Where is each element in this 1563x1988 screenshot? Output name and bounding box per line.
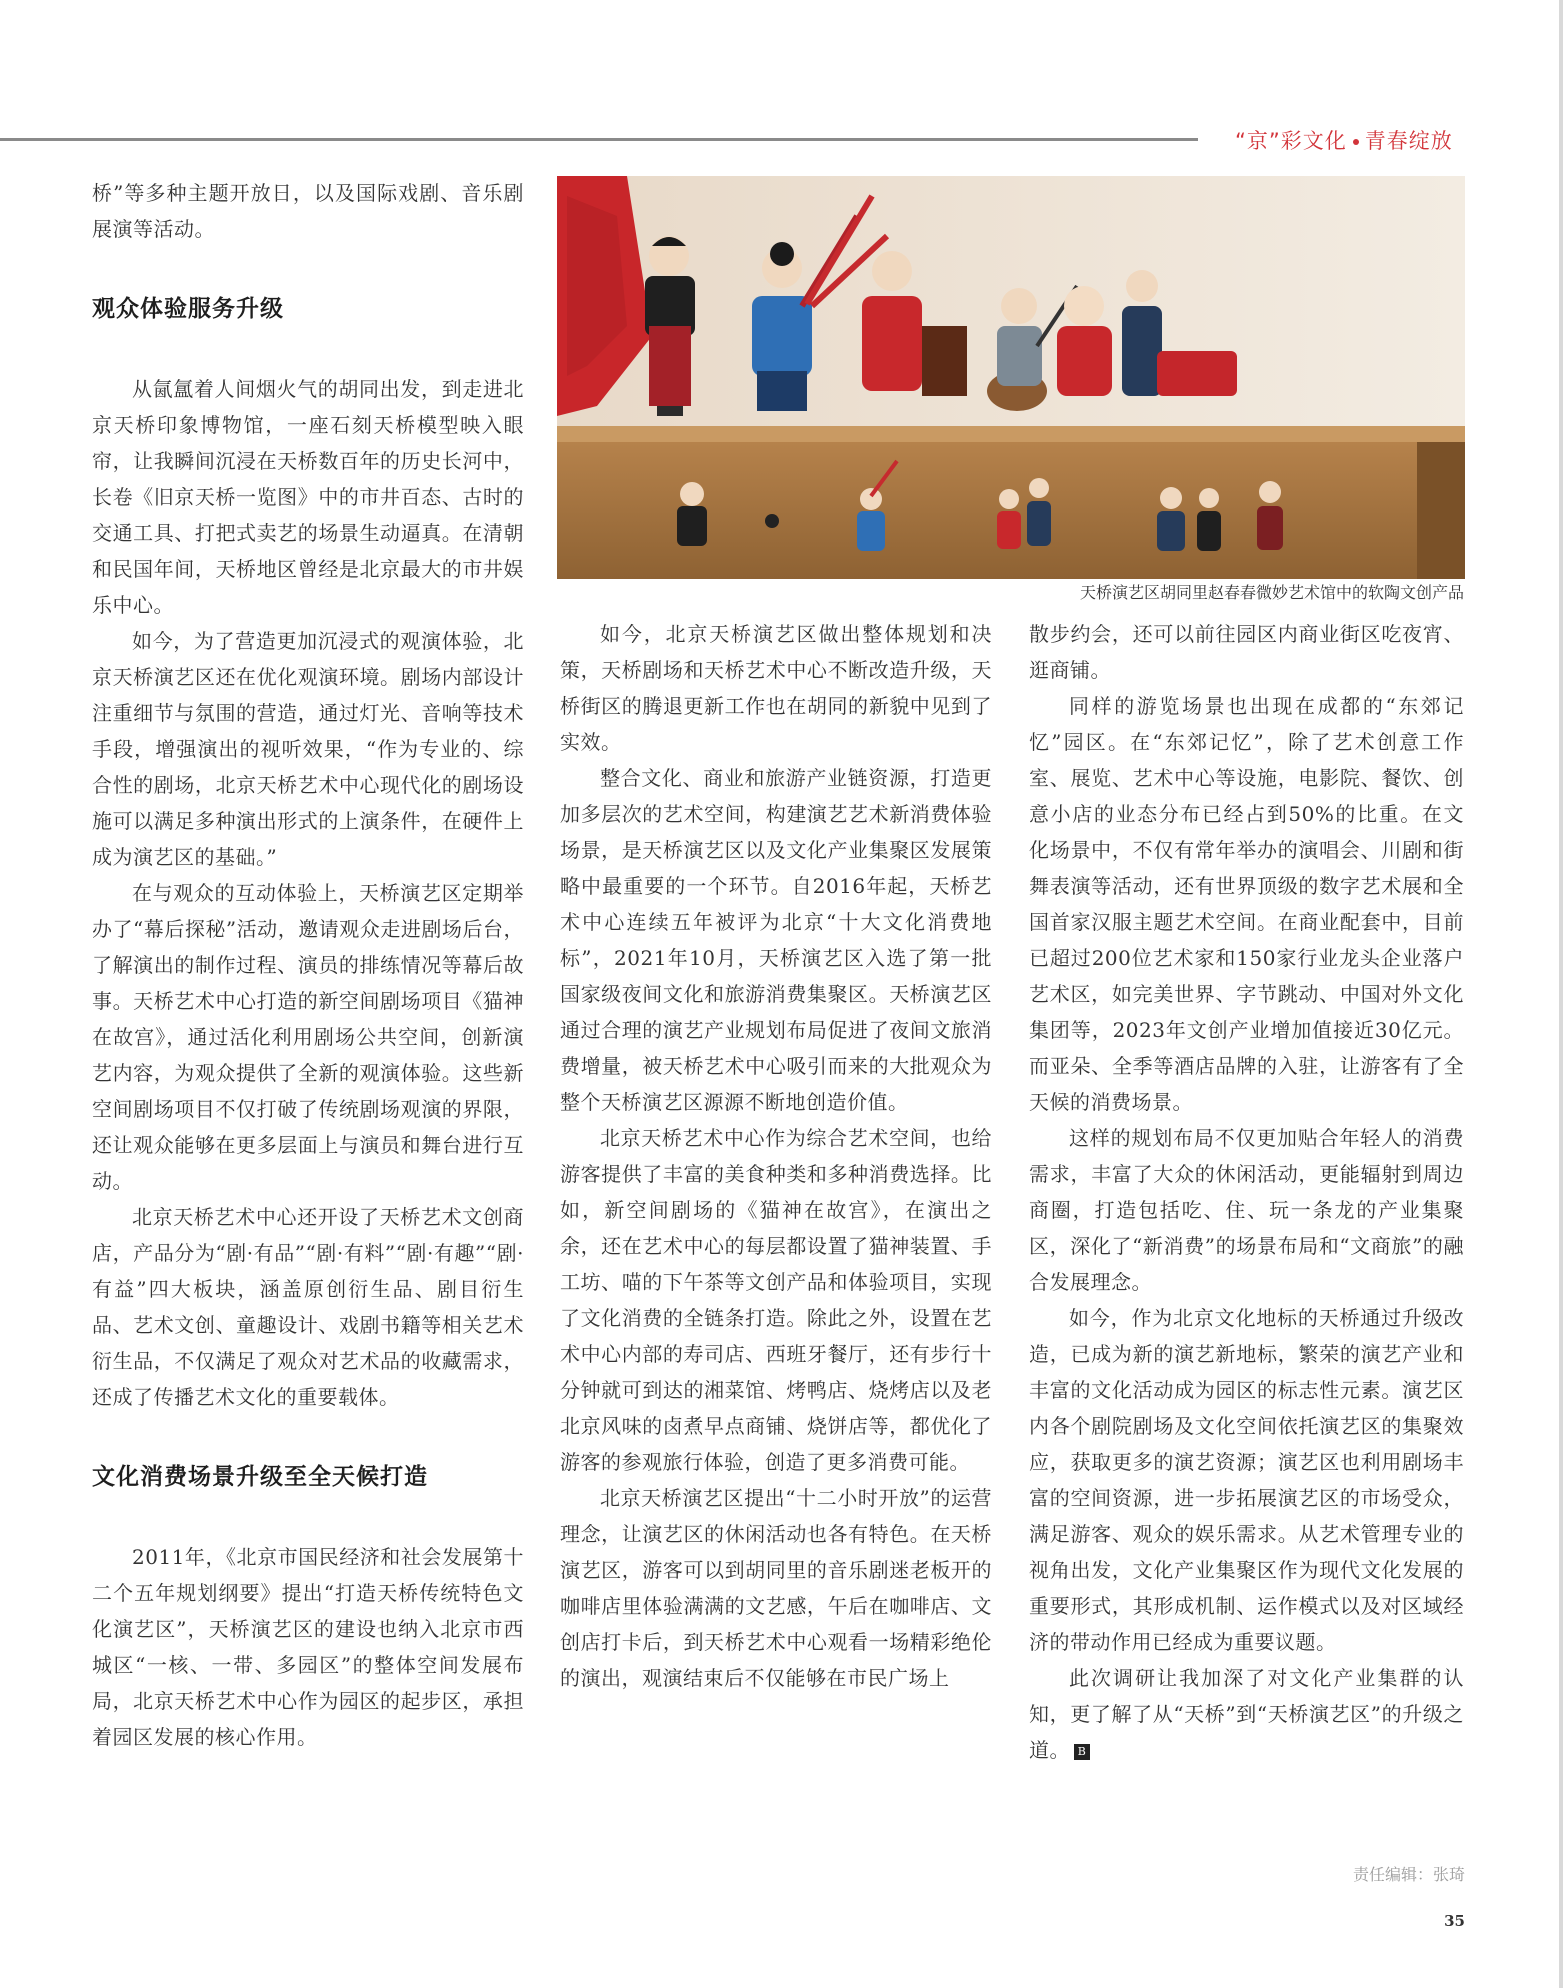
section-tag-part1: “京”彩文化	[1235, 129, 1347, 153]
subheading-audience-experience: 观众体验服务升级	[92, 295, 284, 322]
paragraph: 北京天桥演艺区提出“十二小时开放”的运营理念，让演艺区的休闲活动也各有特色。在天桥演艺区，游客可以到胡同里的音乐剧迷老板开的咖啡店里体验满满的文艺感，午后在咖啡店、文创店打卡后，到天桥艺术中心观看一场精彩绝伦的演出，观演结束后不仅能够在市民广场上	[560, 1486, 992, 1690]
paragraph: 这样的规划布局不仅更加贴合年轻人的消费需求，丰富了大众的休闲活动，更能辐射到周边商圈，打造包括吃、住、玩一条龙的产业集聚区，深化了“新消费”的场景布局和“文商旅”的融合发展理念。	[1029, 1126, 1464, 1294]
paragraph: 整合文化、商业和旅游产业链资源，打造更加多层次的艺术空间，构建演艺艺术新消费体验场景，是天桥演艺区以及文化产业集聚区发展策略中最重要的一个环节。自2016年起，天桥艺术中心连续五年被评为北京“十大文化消费地标”，2021年10月，天桥演艺区入选了第一批国家级夜间文化和旅游消费集聚区。天桥演艺区通过合理的演艺产业规划布局促进了夜间文旅消费增量，被天桥艺术中心吸引而来的大批观众为整个天桥演艺区源源不断地创造价值。	[560, 766, 992, 1114]
photo-caption: 天桥演艺区胡同里赵春春微妙艺术馆中的软陶文创产品	[1079, 583, 1464, 602]
paragraph: 在与观众的互动体验上，天桥演艺区定期举办了“幕后探秘”活动，邀请观众走进剧场后台，了解演出的制作过程、演员的排练情况等幕后故事。天桥艺术中心打造的新空间剧场项目《猫神在故宫》，通过活化利用剧场公共空间，创新演艺内容，为观众提供了全新的观演体验。这些新空间剧场项目不仅打破了传统剧场观演的界限，还让观众能够在更多层面上与演员和舞台进行互动。	[92, 881, 524, 1193]
subheading-consumption-scene: 文化消费场景升级至全天候打造	[92, 1463, 428, 1490]
section-tag-dot	[1353, 139, 1359, 145]
article-column-2	[560, 616, 992, 1696]
paragraph: 如今，北京天桥演艺区做出整体规划和决策，天桥剧场和天桥艺术中心不断改造升级，天桥街区的腾退更新工作也在胡同的新貌中见到了实效。	[560, 622, 992, 754]
article-photo-clay-figurines	[557, 176, 1465, 579]
closing-text: 此次调研让我加深了对文化产业集群的认知，更了解了从“天桥”到“天桥演艺区”的升级之道。	[1029, 1666, 1464, 1762]
paragraph: 如今，为了营造更加沉浸式的观演体验，北京天桥演艺区还在优化观演环境。剧场内部设计注重细节与氛围的营造，通过灯光、音响等技术手段，增强演出的视听效果，“作为专业的、综合性的剧场，北京天桥艺术中心现代化的剧场设施可以满足多种演出形式的上演条件，在硬件上成为演艺区的基础。”	[92, 629, 524, 869]
page-edge-shadow	[1559, 0, 1563, 1988]
paragraph: 如今，作为北京文化地标的天桥通过升级改造，已成为新的演艺新地标，繁荣的演艺产业和丰富的文化活动成为园区的标志性元素。演艺区内各个剧院剧场及文化空间依托演艺区的集聚效应，获取更多的演艺资源；演艺区也利用剧场丰富的空间资源，进一步拓展演艺区的市场受众，满足游客、观众的娱乐需求。从艺术管理专业的视角出发，文化产业集聚区作为现代文化发展的重要形式，其形成机制、运作模式以及对区域经济的带动作用已经成为重要议题。	[1029, 1306, 1464, 1654]
paragraph: 2011年，《北京市国民经济和社会发展第十二个五年规划纲要》提出“打造天桥传统特色文化演艺区”，天桥演艺区的建设也纳入北京市西城区“一核、一带、多园区”的整体空间发展布局，北京天桥艺术中心作为园区的起步区，承担着园区发展的核心作用。	[92, 1545, 524, 1749]
paragraph: 桥”等多种主题开放日，以及国际戏剧、音乐剧展演等活动。	[92, 181, 524, 241]
article-column-1	[92, 175, 524, 1755]
paragraph: 同样的游览场景也出现在成都的“东郊记忆”园区。在“东郊记忆”，除了艺术创意工作室、展览、艺术中心等设施，电影院、餐饮、创意小店的业态分布已经占到50%的比重。在文化场景中，不仅有常年举办的演唱会、川剧和街舞表演等活动，还有世界顶级的数字艺术展和全国首家汉服主题艺术空间。在商业配套中，目前已超过200位艺术家和150家行业龙头企业落户艺术区，如完美世界、字节跳动、中国对外文化集团等，2023年文创产业增加值接近30亿元。而亚朵、全季等酒店品牌的入驻，让游客有了全天候的消费场景。	[1029, 694, 1464, 1114]
clay-figurines-illustration	[557, 176, 1465, 579]
paragraph: 从氤氲着人间烟火气的胡同出发，到走进北京天桥印象博物馆，一座石刻天桥模型映入眼帘，让我瞬间沉浸在天桥数百年的历史长河中，长卷《旧京天桥一览图》中的市井百态、古时的交通工具、打把式卖艺的场景生动逼真。在清朝和民国年间，天桥地区曾经是北京最大的市井娱乐中心。	[92, 377, 524, 617]
header-rule	[0, 138, 1198, 141]
article-column-3	[1029, 616, 1464, 1768]
paragraph: 北京天桥艺术中心还开设了天桥艺术文创商店，产品分为“剧·有品”“剧·有料”“剧·有趣”“剧·有益”四大板块，涵盖原创衍生品、剧目衍生品、艺术文创、童趣设计、戏剧书籍等相关艺术衍生品，不仅满足了观众对艺术品的收藏需求，还成了传播艺术文化的重要载体。	[92, 1205, 524, 1409]
section-tag-part2: 青春绽放	[1364, 129, 1453, 153]
paragraph: 散步约会，还可以前往园区内商业街区吃夜宵、逛商铺。	[1029, 622, 1464, 682]
section-tag	[1235, 125, 1465, 155]
paragraph: 北京天桥艺术中心作为综合艺术空间，也给游客提供了丰富的美食种类和多种消费选择。比如，新空间剧场的《猫神在故宫》，在演出之余，还在艺术中心的每层都设置了猫神装置、手工坊、喵的下午茶等文创产品和体验项目，实现了文化消费的全链条打造。除此之外，设置在艺术中心内部的寿司店、西班牙餐厅，还有步行十分钟就可到达的湘菜馆、烤鸭店、烧烤店以及老北京风味的卤煮早点商铺、烧饼店等，都优化了游客的参观旅行体验，创造了更多消费可能。	[560, 1126, 992, 1474]
article-end-mark-icon: B	[1074, 1744, 1090, 1760]
paragraph-closing	[1029, 1660, 1464, 1768]
page-number: 35	[1444, 1912, 1465, 1930]
responsible-editor: 责任编辑：张琦	[1352, 1865, 1465, 1884]
